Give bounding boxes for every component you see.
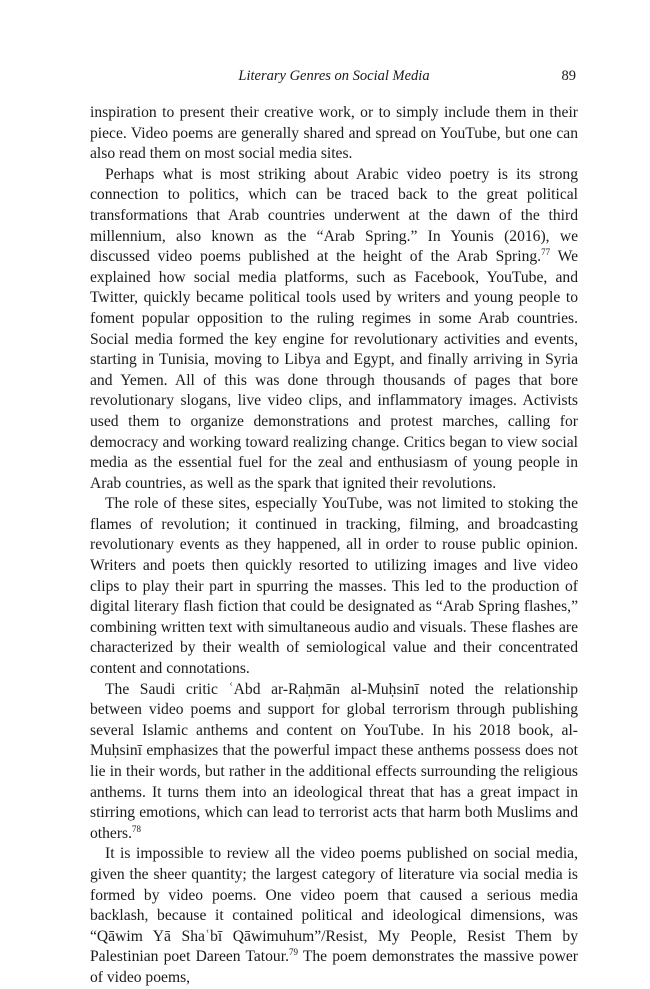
paragraph-text: The poem demonstrates the massive power of video poems, bbox=[90, 948, 578, 986]
running-title: Literary Genres on Social Media bbox=[238, 68, 430, 84]
paragraph-text: inspiration to present their creative work, or to simply include them in their piece. Video poems are generally shared and spread on YouTube, but one can also read them on most social media sites. bbox=[90, 104, 578, 163]
paragraph-3 bbox=[90, 494, 578, 679]
paragraph-text: The role of these sites, especially YouTube, was not limited to stoking the flames of revolution; it continued in tracking, filming, and broadcasting revolutionary events as they happened, all in order to rouse public opinion. Writers and poets then quickly resorted to utilizing images and live video clips to play their part in spurring the masses. This led to the production of digital literary flash fiction that could be designated as “Arab Spring flashes,” combining written text with simultaneous audio and visuals. These flashes are characterized by their wealth of semiological value and their concentrated content and connotations. bbox=[90, 495, 578, 678]
paragraph-text: Perhaps what is most striking about Arabic video poetry is its strong connection to politics, which can be traced back to the great political transformations that Arab countries underwent at the dawn of the third millennium, also known as the “Arab Spring.” In Younis (2016), we discussed video poems published at the height of the Arab Spring. bbox=[90, 165, 578, 266]
paragraph-5 bbox=[90, 844, 578, 988]
page-number: 89 bbox=[561, 68, 576, 84]
paragraph-text: The Saudi critic ʿAbd ar-Raḥmān al-Muḥsinī noted the relationship between video poems and support for global terrorism through publishing several Islamic anthems and content on YouTube. In his 2018 book, al-Muḥsinī emphasizes that the powerful impact these anthems possess does not lie in their words, but rather in the additional effects surrounding the religious anthems. It turns them into an ideological threat that has a great impact in stirring emotions, which can lead to terrorist acts that harm both Muslims and others. bbox=[90, 680, 578, 842]
body-text bbox=[90, 103, 578, 989]
paragraph-4 bbox=[90, 680, 578, 845]
paragraph-text: We explained how social media platforms, such as Facebook, YouTube, and Twitter, quickly became political tools used by writers and young people to foment popular opposition to the ruling regimes in some Arab countries. Social media formed the key engine for revolutionary activities and events, starting in Tunisia, moving to Libya and Egypt, and finally arriving in Syria and Yemen. All of this was done through thousands of pages that bore revolutionary slogans, live video clips, and inflammatory images. Activists used them to organize demonstrations and protest marches, calling for democracy and working toward realizing change. Critics began to view social media as the essential fuel for the zeal and enthusiasm of young people in Arab countries, as well as the spark that ignited their revolutions. bbox=[90, 248, 578, 492]
footnote-marker-77: 77 bbox=[541, 247, 551, 258]
paragraph-2 bbox=[90, 165, 578, 495]
footnote-marker-78: 78 bbox=[132, 823, 142, 834]
paragraph-text: It is impossible to review all the video poems published on social media, given the sheer quantity; the largest category of literature via social media is formed by video poems. One video poem that caused a serious media backlash, because it contained political and ideological dimensions, was “Qāwim Yā Shaʿbī Qāwimuhum”/Resist, My People, Resist Them by Palestinian poet Dareen Tatour. bbox=[90, 845, 578, 966]
running-header bbox=[90, 68, 578, 88]
book-page bbox=[90, 68, 578, 989]
footnote-marker-79: 79 bbox=[288, 947, 298, 958]
paragraph-1 bbox=[90, 103, 578, 165]
